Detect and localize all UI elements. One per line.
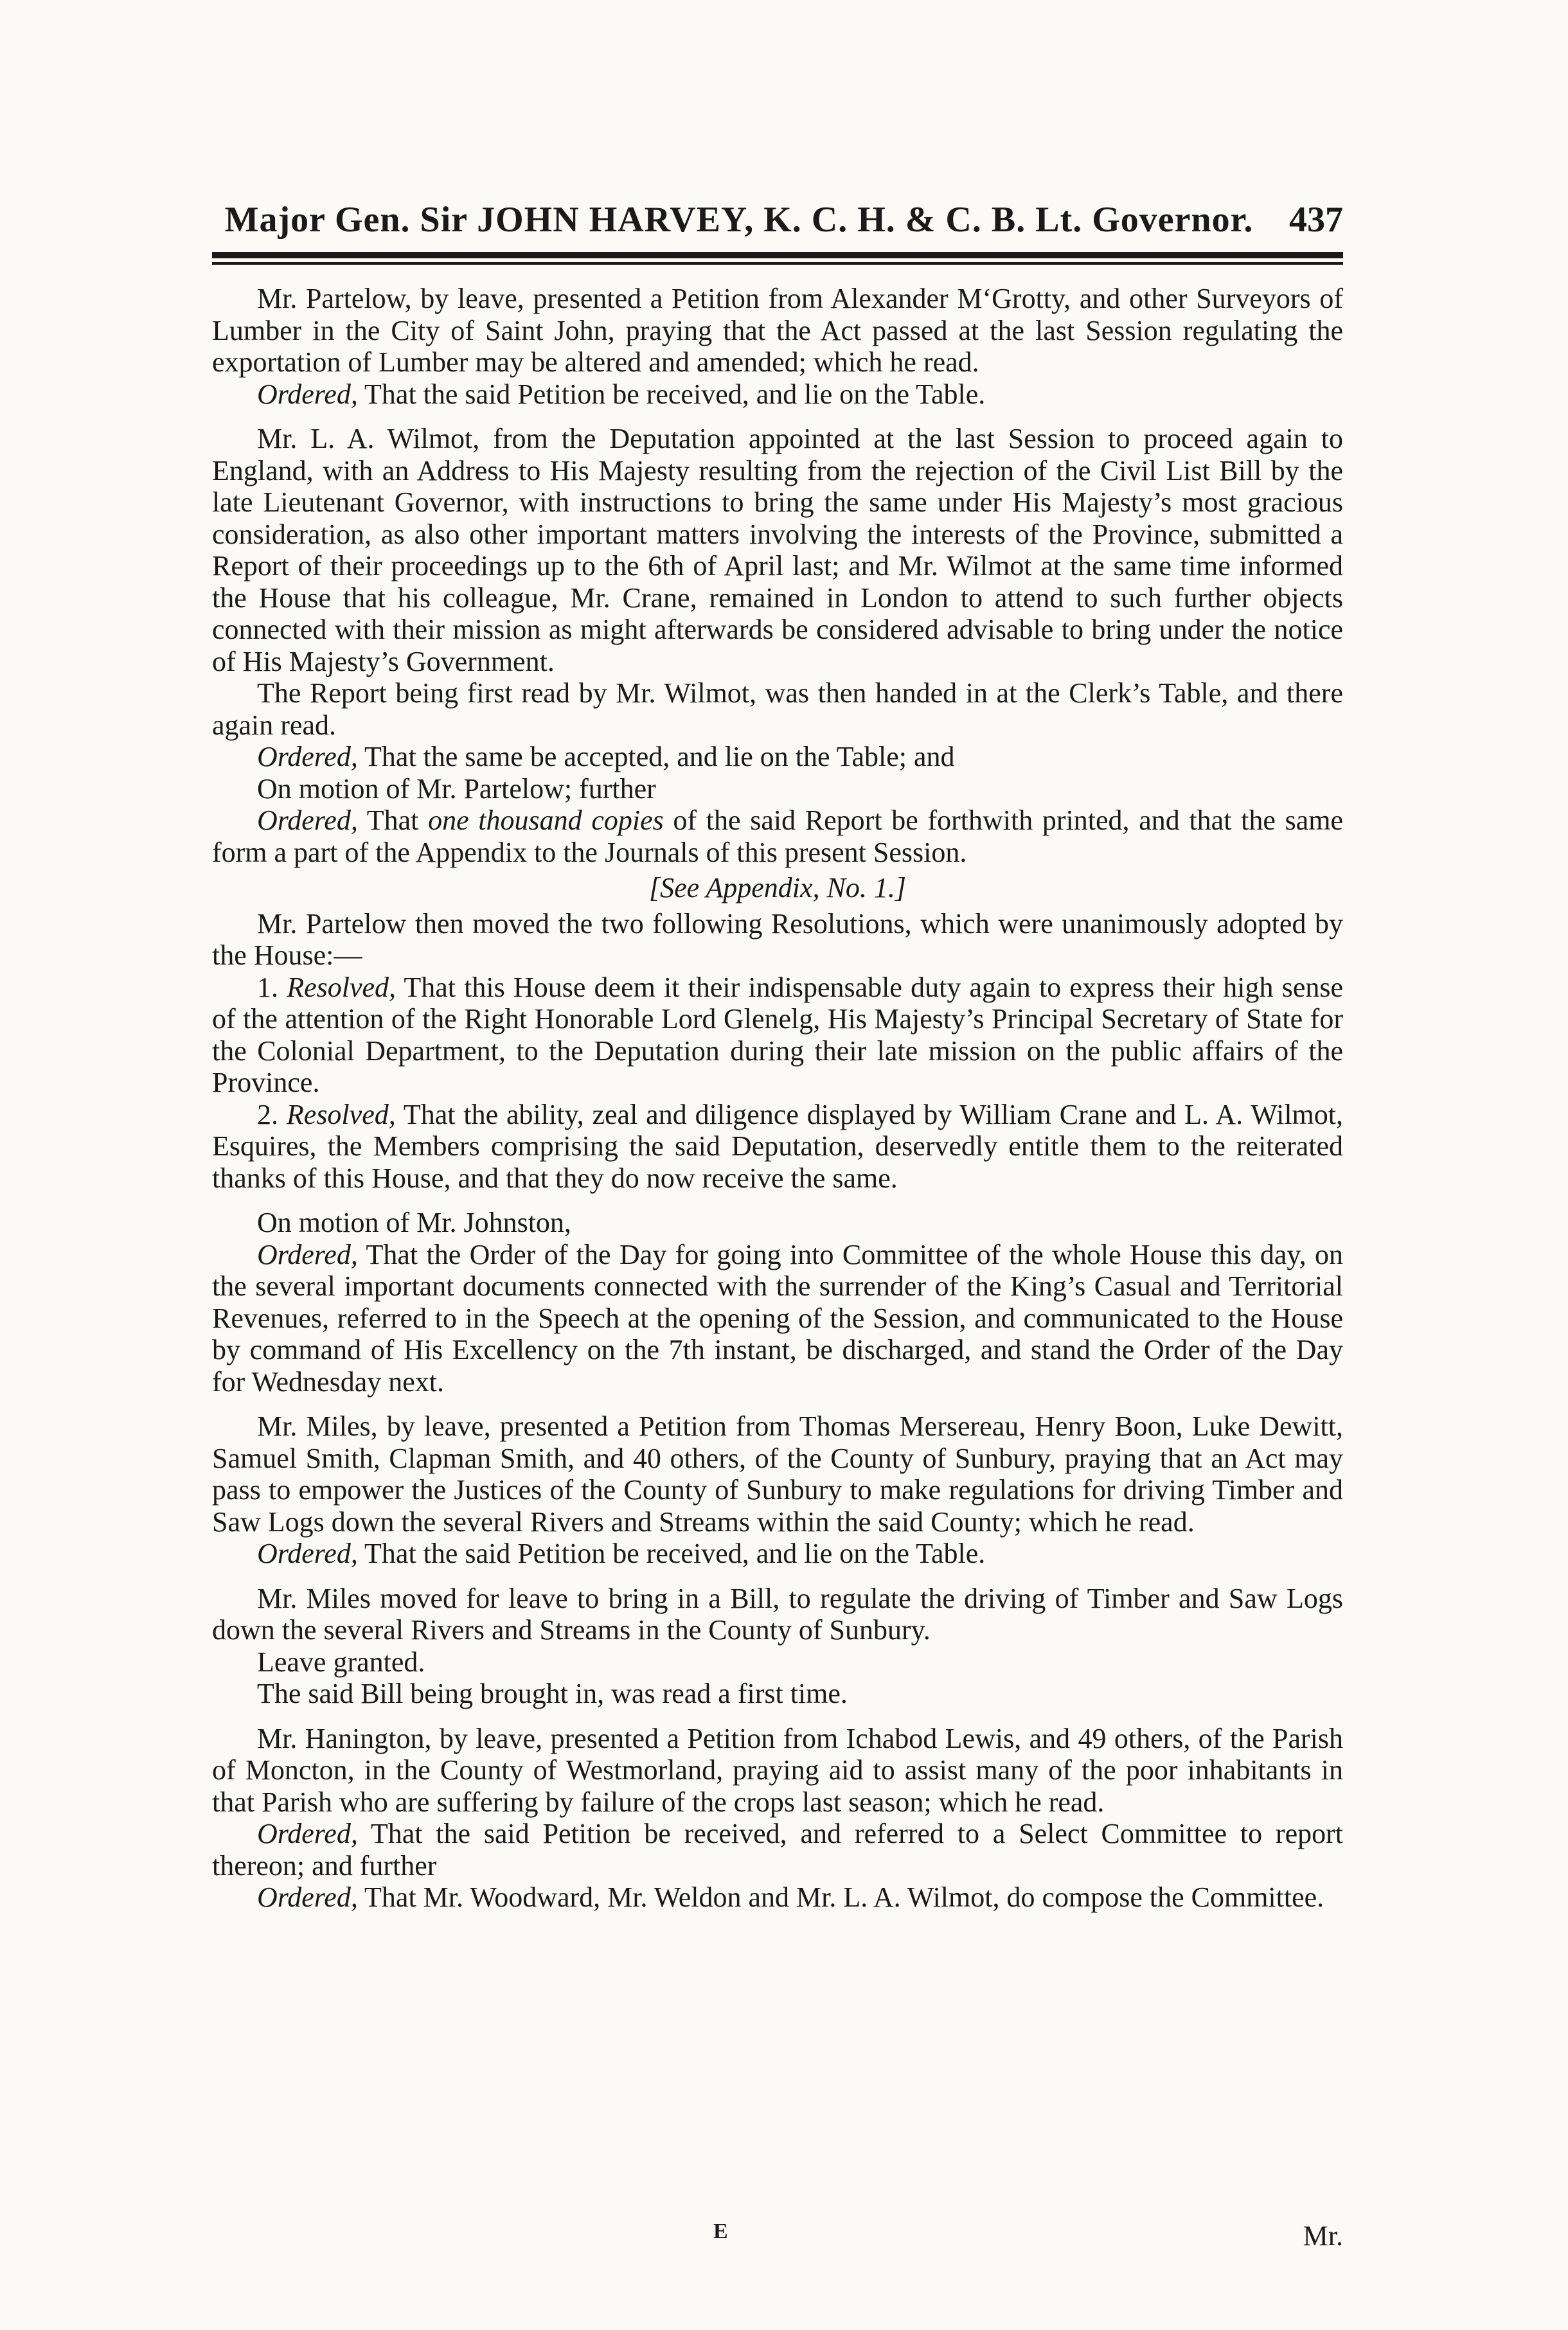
ordered-text: That the said Petition be received, and referred to a Select Committee to report thereon; and further bbox=[212, 1818, 1343, 1881]
paragraph-ordered-select-committee bbox=[212, 1818, 1343, 1881]
header-rule-thin bbox=[212, 262, 1343, 265]
header-title: Major Gen. Sir JOHN HARVEY, K. C. H. & C. B. Lt. Governor. bbox=[224, 200, 1254, 240]
ordered-label: Ordered, bbox=[257, 1238, 358, 1270]
paragraph-resolutions-intro: Mr. Partelow then moved the two following Resolutions, which were unanimously adopted by the House:— bbox=[212, 907, 1343, 971]
header-rule-thick bbox=[212, 252, 1343, 258]
page-number: 437 bbox=[1289, 200, 1343, 240]
copies-phrase: one thousand copies bbox=[428, 805, 664, 836]
appendix-reference: [See Appendix, No. 1.] bbox=[648, 872, 907, 903]
ordered-label: Ordered, bbox=[257, 805, 358, 836]
paragraph-hanington-petition: Mr. Hanington, by leave, presented a Petition from Ichabod Lewis, and 49 others, of the Parish of Moncton, in the County of Westmorland, praying aid to assist many of the poor inhabitants in that Parish who are suffering by failure of the crops last season; which he read. bbox=[212, 1722, 1343, 1818]
paragraph-ordered-discharged bbox=[212, 1239, 1343, 1398]
ordered-text-cont: of the said Report be forthwith printed, and that the same form a part of the Appendix to the Journals of this present Session. bbox=[212, 805, 1343, 868]
ordered-label: Ordered, bbox=[257, 741, 358, 772]
paragraph-ordered-printed bbox=[212, 805, 1343, 868]
ordered-label: Ordered, bbox=[257, 1881, 358, 1913]
paragraph-motion-johnston: On motion of Mr. Johnston, bbox=[257, 1207, 571, 1238]
paragraph-bill-first-reading: The said Bill being brought in, was read a first time. bbox=[257, 1678, 848, 1709]
resolved-label: Resolved, bbox=[286, 1098, 396, 1130]
ordered-text: That the Order of the Day for going into Committee of the whole House this day, on the several important documents connected with the surrender of the King’s Casual and Territorial Revenues, referred to in the Speech at the opening of the Session, and communicated to the House by command of His Excellency on the 7th instant, be discharged, and stand the Order of the Day for Wednesday next. bbox=[212, 1238, 1343, 1398]
running-header bbox=[212, 193, 1343, 251]
ordered-label: Ordered, bbox=[257, 1818, 358, 1849]
journal-body bbox=[212, 283, 1343, 1914]
resolution-number: 1. bbox=[257, 971, 287, 1003]
ordered-text: That the said Petition be received, and lie on the Table. bbox=[357, 1538, 986, 1569]
ordered-label: Ordered, bbox=[257, 1538, 358, 1569]
resolution-2 bbox=[212, 1099, 1343, 1195]
paragraph-leave-granted: Leave granted. bbox=[257, 1646, 425, 1678]
resolution-1 bbox=[212, 972, 1343, 1099]
signature-mark: E bbox=[713, 2219, 728, 2243]
paragraph-ordered-received-2 bbox=[212, 1538, 1343, 1570]
catchword: Mr. bbox=[1303, 2220, 1343, 2252]
paragraph-ordered-committee-members bbox=[212, 1881, 1343, 1914]
page-footer bbox=[212, 2219, 1343, 2258]
ordered-text: That the same be accepted, and lie on the Table; and bbox=[357, 741, 955, 772]
ordered-text: That the said Petition be received, and lie on the Table. bbox=[357, 378, 986, 410]
paragraph-partelow-petition: Mr. Partelow, by leave, presented a Petition from Alexander M‘Grotty, and other Surveyors of Lumber in the City of Saint John, praying that the Act passed at the last Session regulating the exportation of Lumber may be altered and amended; which he read. bbox=[212, 283, 1343, 378]
paragraph-wilmot-report: Mr. L. A. Wilmot, from the Deputation appointed at the last Session to proceed again to England, with an Address to His Majesty resulting from the rejection of the Civil List Bill by the late Lieutenant Governor, with instructions to bring the same under His Majesty’s most gracious consideration, as also other important matters involving the interests of the Province, submitted a Report of their proceedings up to the 6th of April last; and Mr. Wilmot at the same time informed the House that his colleague, Mr. Crane, remained in London to attend to such further objects connected with their mission as might afterwards be considered advisable to bring under the notice of His Majesty’s Government. bbox=[212, 423, 1343, 677]
ordered-text: That bbox=[357, 805, 429, 836]
resolution-text: That the ability, zeal and diligence displayed by William Crane and L. A. Wilmot, Esquires, the Members comprising the said Deputation, deservedly entitle them to the reiterated thanks of this House, and that they do now receive the same. bbox=[212, 1098, 1344, 1194]
ordered-label: Ordered, bbox=[257, 378, 358, 410]
resolution-text: That this House deem it their indispensable duty again to express their high sense of the attention of the Right Honorable Lord Glenelg, His Majesty’s Principal Secretary of State for the Colonial Department, to the Deputation during their late mission on the public affairs of the Province. bbox=[212, 971, 1344, 1098]
paragraph-ordered-accepted bbox=[212, 741, 1343, 773]
resolved-label: Resolved, bbox=[287, 971, 396, 1003]
paragraph-miles-petition: Mr. Miles, by leave, presented a Petition from Thomas Mersereau, Henry Boon, Luke Dewitt, Samuel Smith, Clapman Smith, and 40 others, of the County of Sunbury, praying that an Act may pass to empower the Justices of the County of Sunbury to make regulations for driving Timber and Saw Logs down the several Rivers and Streams within the said County; which he read. bbox=[212, 1410, 1343, 1538]
paragraph-motion-partelow: On motion of Mr. Partelow; further bbox=[257, 772, 656, 805]
paragraph-miles-bill: Mr. Miles moved for leave to bring in a Bill, to regulate the driving of Timber and Saw Logs down the several Rivers and Streams in the County of Sunbury. bbox=[212, 1582, 1343, 1646]
ordered-text: That Mr. Woodward, Mr. Weldon and Mr. L. A. Wilmot, do compose the Committee. bbox=[357, 1881, 1324, 1913]
paragraph-report-read: The Report being first read by Mr. Wilmot, was then handed in at the Clerk’s Table, and there again read. bbox=[212, 677, 1343, 741]
paragraph-ordered-received bbox=[212, 378, 1343, 411]
resolution-number: 2. bbox=[257, 1098, 287, 1130]
